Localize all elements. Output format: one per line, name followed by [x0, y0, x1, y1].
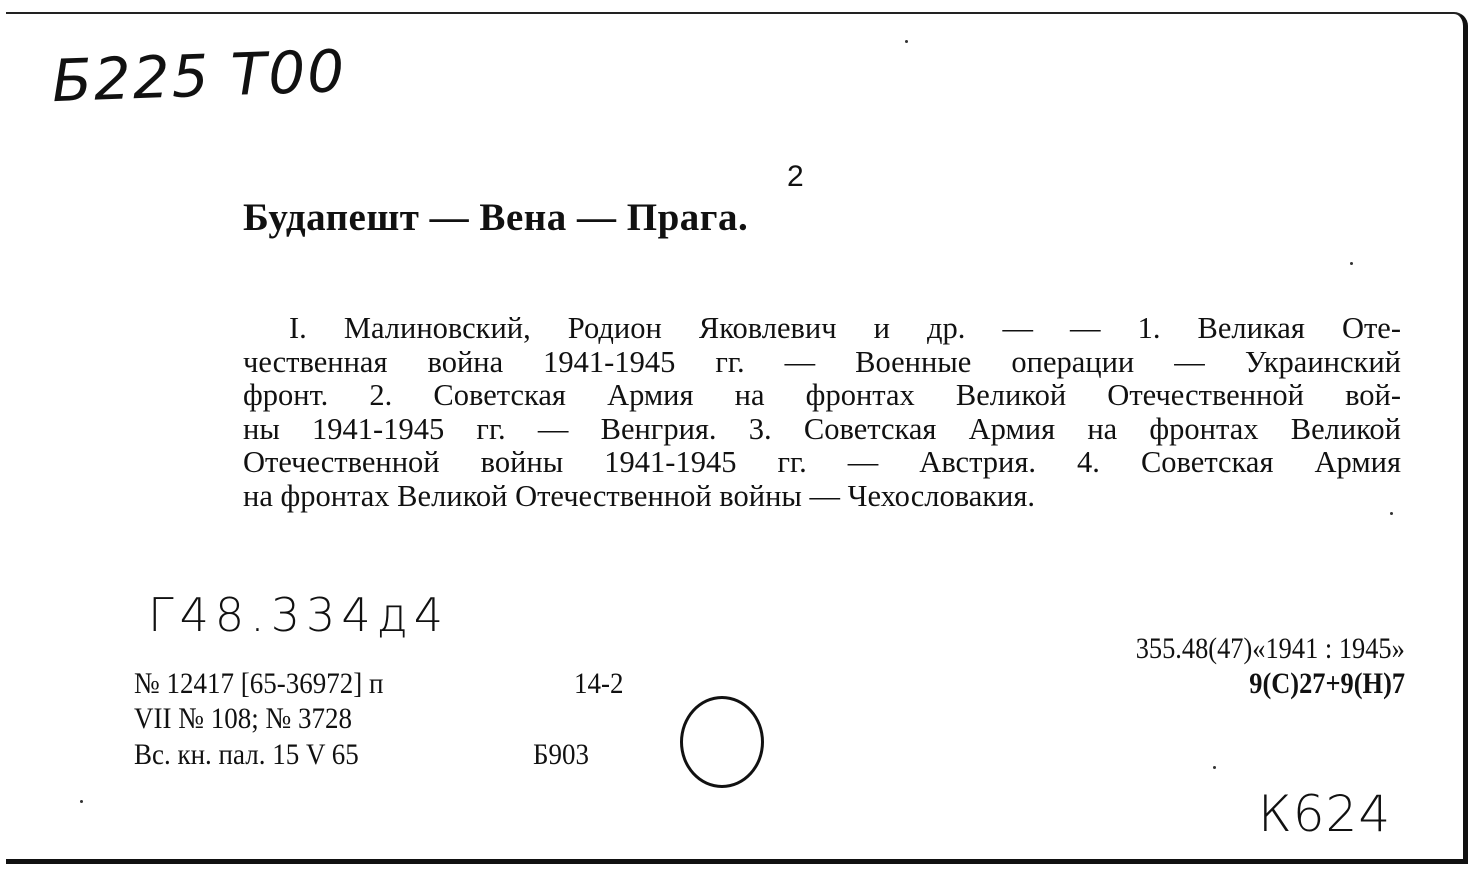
tracing-line: ны 1941-1945 гг. — Венгрия. 3. Советская Армия на фронтах Великой [243, 411, 1401, 446]
tracing-line: I. Малиновский, Родион Яковлевич и др. — — 1. Великая Оте- [289, 311, 1401, 345]
speck [1213, 766, 1216, 769]
udc-index: 355.48(47)«1941 : 1945» [1135, 632, 1405, 665]
record-print-code: Б903 [533, 738, 590, 771]
tracing-line: на фронтах Великой Отечественной войны — Чехословакия. [243, 478, 1036, 513]
record-print-info: Вс. кн. пал. 15 V 65 [134, 738, 359, 771]
subject-tracings [243, 312, 1401, 513]
volume-number: 2 [787, 160, 804, 193]
bbk-index: 9(С)27+9(Н)7 [1249, 667, 1405, 700]
record-series: VII № 108; № 3728 [134, 702, 353, 735]
tracing-line: Отечественной войны 1941-1945 гг. — Австрия. 4. Советская Армия [243, 445, 1401, 479]
card-punch-hole [680, 696, 764, 788]
handwritten-shelf-mark: Б225 Т00 [50, 36, 348, 116]
card-title [243, 195, 748, 240]
tracing-line: фронт. 2. Советская Армия на фронтах Великой Отечественной вой- [243, 378, 1401, 412]
speck [80, 800, 83, 803]
handwritten-inventory: К624 [1258, 785, 1392, 843]
record-number: № 12417 [65-36972] п [134, 667, 384, 700]
handwritten-classification: Г48.334д4 [148, 588, 450, 642]
speck [905, 40, 908, 43]
tracing-line: чественная война 1941-1945 гг. — Военные операции — Украинский [243, 344, 1401, 379]
record-code: 14-2 [574, 667, 624, 700]
speck [1390, 512, 1393, 515]
speck [1350, 262, 1353, 265]
title-text: Будапешт — Вена — Прага. [243, 196, 749, 239]
